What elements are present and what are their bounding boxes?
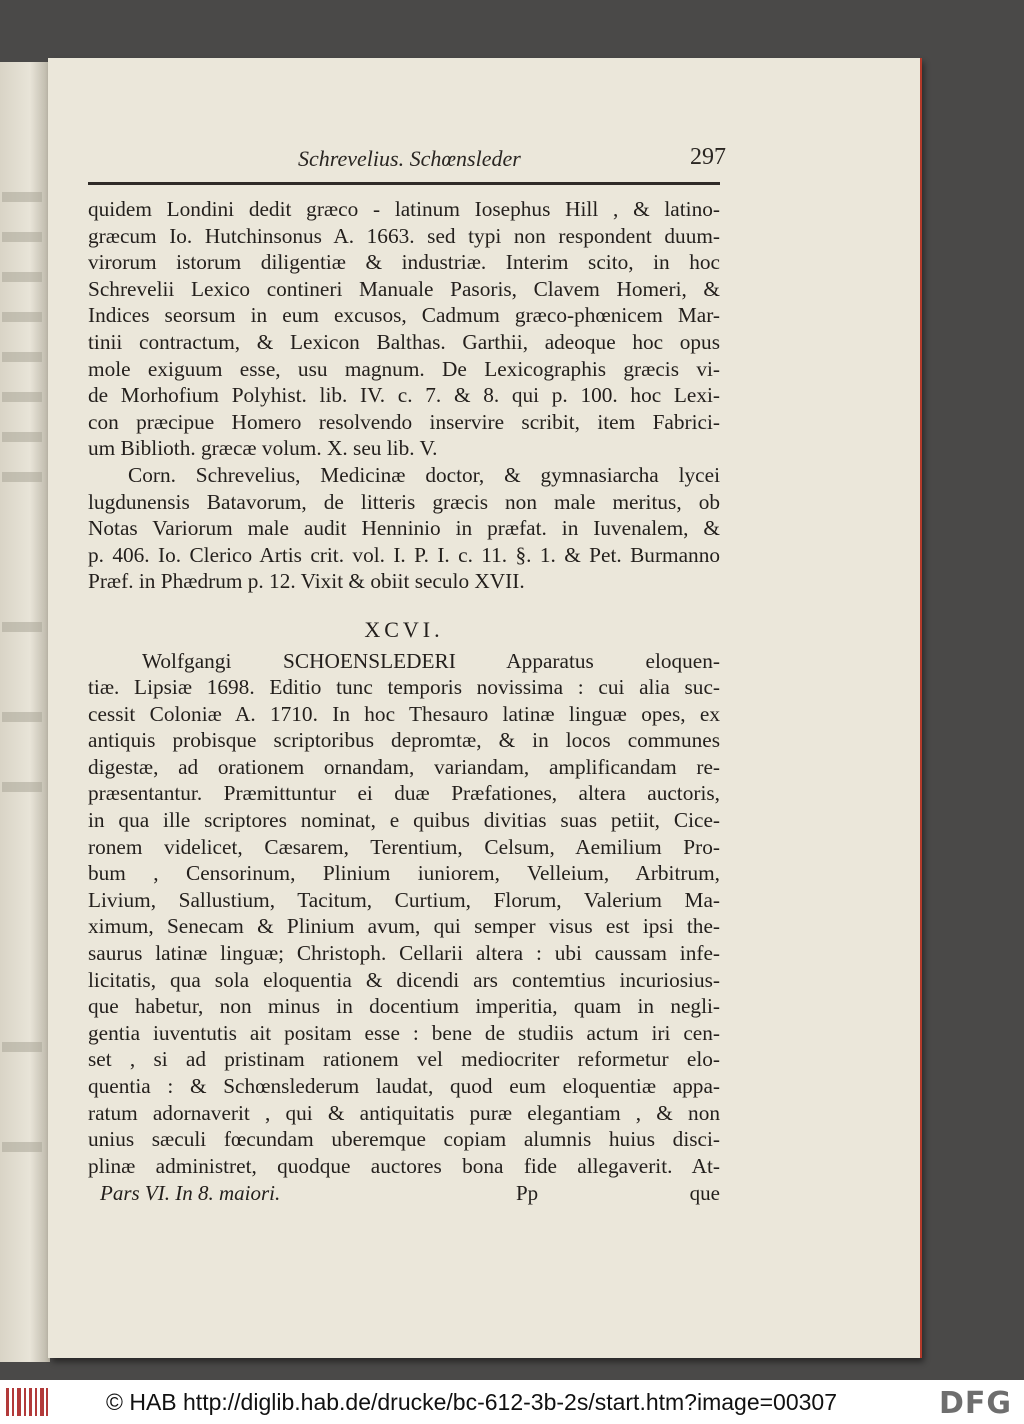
dfg-logo: DFG [938,1386,1012,1421]
text-line: Notas Variorum male audit Henninio in præfat. in Iuvenalem, & [88,516,720,541]
page-number: 297 [690,144,726,170]
page-footer [88,1181,720,1211]
ghost-text [2,312,42,322]
text-line: um Biblioth. græcæ volum. X. seu lib. V. [88,436,438,461]
text-line: unius sæculi fœcundam uberemque copiam alumnis huius disci- [88,1127,720,1152]
text-line: lugdunensis Batavorum, de litteris græcis non male meritus, ob [88,489,720,514]
text-line: ratum adornaverit , qui & antiquitatis puræ elegantiam , & non [88,1100,720,1125]
ghost-text [2,1142,42,1152]
text-line: Præf. in Phædrum p. 12. Vixit & obiit seculo XVII. [88,569,525,594]
text-line: plinæ administret, quodque auctores bona fide allegaverit. At- [88,1153,720,1178]
paragraph-lexicon [88,196,720,462]
text-line: ronem videlicet, Cæsarem, Terentium, Celsum, Aemilium Pro- [88,834,720,859]
text-line: quidem Londini dedit græco - latinum Iosephus Hill , & latino- [88,197,720,221]
header-rule [88,182,720,185]
ghost-text [2,782,42,792]
ghost-text [2,352,42,362]
text-line: con præcipue Homero resolvendo inservire scribit, item Fabrici- [88,409,720,434]
catchword: que [689,1181,720,1206]
ghost-text [2,622,42,632]
viewer-bar [0,1380,1024,1424]
text-line: set , si ad pristinam rationem vel mediocriter reformetur elo- [88,1047,720,1072]
running-title: Schrevelius. Schœnsleder [298,146,521,171]
text-line: que habetur, non minus in docentium imperitia, quam in negli- [88,994,720,1019]
text-line: quentia : & Schœnslederum laudat, quod eum eloquentiæ appa- [88,1074,720,1098]
text-line: de Morhofium Polyhist. lib. IV. c. 7. & 8. qui p. 100. hoc Lexi- [88,383,720,408]
text-line: virorum istorum diligentiæ & industriæ. Interim scito, in hoc [88,250,720,275]
text-line: saurus latinæ linguæ; Christoph. Cellarii altera : ubi caussam infe- [88,941,720,966]
text-line: Corn. Schrevelius, Medicinæ doctor, & gymnasiarcha lycei [128,462,720,487]
signature-note: Pars VI. In 8. maiori. [100,1181,281,1206]
text-line: licitatis, qua sola eloquentia & dicendi ars contemtius incuriosius- [88,967,720,992]
ghost-text [2,472,42,482]
ghost-text [2,712,42,722]
text-line: digestæ, ad orationem ornandam, variandam, amplificandam re- [88,754,720,779]
ghost-text [2,432,42,442]
signature-mark: Pp [516,1181,539,1206]
ghost-text [2,392,42,402]
ghost-text [2,1042,42,1052]
text-line: mole exiguum esse, usu magnum. De Lexicographis græcis vi- [88,356,720,381]
text-line: tiæ. Lipsiæ 1698. Editio tunc temporis novissima : cui alia suc- [88,675,720,700]
text-line: græcum Io. Hutchinsonus A. 1663. sed typi non respondent duum- [88,223,720,248]
text-line: Indices seorsum in eum excusos, Cadmum græco-phœnicem Mar- [88,303,720,328]
facing-page-edge [0,62,50,1362]
paragraph-schoensleder [88,648,720,1180]
running-head [88,144,726,186]
body-text [88,196,720,1179]
ghost-text [2,232,42,242]
section-heading: XCVI. [364,616,444,642]
paragraph-schrevelius [88,462,720,595]
text-line: gentia iuventutis ait positam esse : bene de studiis actum iri cen- [88,1020,720,1045]
ghost-text [2,272,42,282]
text-line: Wolfgangi SCHOENSLEDERI Apparatus eloquen- [142,648,720,673]
page-content [88,144,726,1211]
text-line: in qua ille scriptores nominat, e quibus divitias suas petiit, Cice- [88,808,720,833]
ghost-text [2,192,42,202]
text-line: tinii contractum, & Lexicon Balthas. Garthii, adeoque hoc opus [88,329,720,354]
text-line: Livium, Sallustium, Tacitum, Curtium, Florum, Valerium Ma- [88,887,720,912]
text-line: ximum, Senecam & Plinium avum, qui semper visus est ipsi the- [88,914,720,939]
text-line: p. 406. Io. Clerico Artis crit. vol. I. P. I. c. 11. §. 1. & Pet. Burmanno [88,542,720,567]
text-line: cessit Coloniæ A. 1710. In hoc Thesauro latinæ linguæ opes, ex [88,701,720,726]
source-credit-link[interactable]: © HAB http://diglib.hab.de/drucke/bc-612-3b-2s/start.htm?image=00307 [106,1389,838,1415]
text-line: præsentantur. Præmittuntur ei duæ Præfationes, altera auctoris, [88,781,720,806]
text-line: bum , Censorinum, Plinium iuniorem, Velleium, Arbitrum, [88,861,720,886]
book-page [48,58,920,1358]
text-line: Schrevelii Lexico contineri Manuale Pasoris, Clavem Homeri, & [88,276,720,301]
text-line: antiquis probisque scriptoribus depromtæ, & in locos communes [88,728,720,753]
barcode-icon [6,1388,48,1416]
